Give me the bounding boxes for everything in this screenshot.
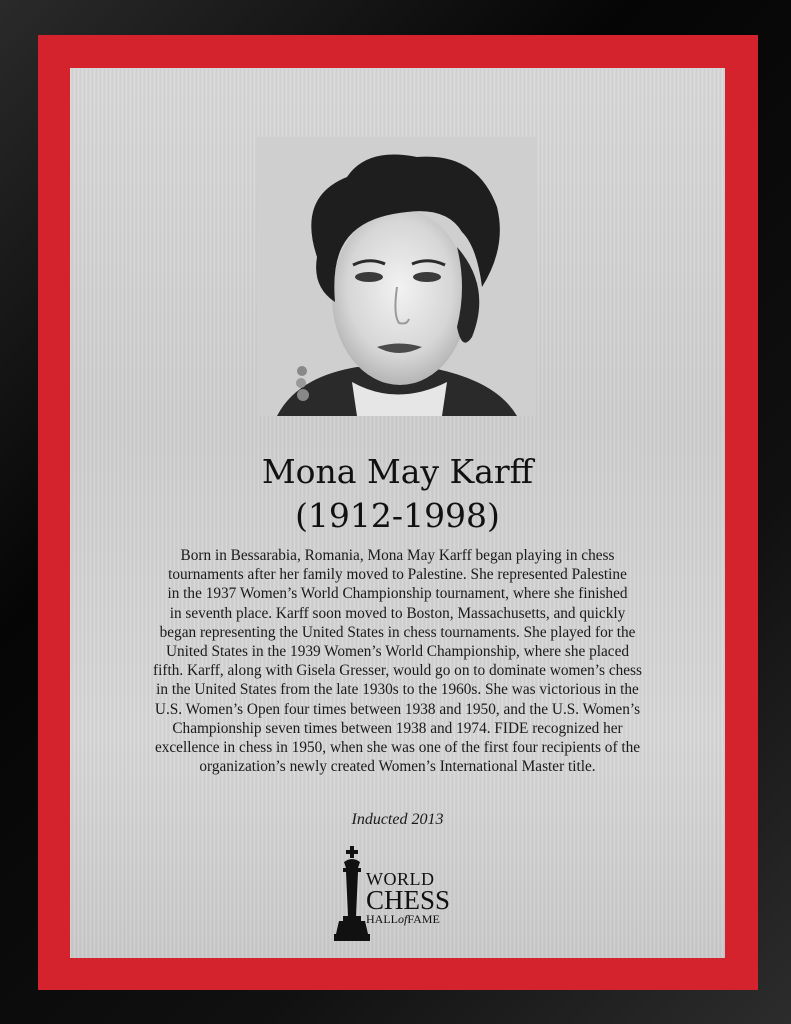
bio-line: in the 1937 Women’s World Championship tournament, where she finished: [167, 585, 628, 603]
portrait-photo: [257, 137, 536, 416]
inductee-years: (1912-1998): [295, 496, 500, 535]
bio-line: U.S. Women’s Open four times between 1938 and 1950, and the U.S. Women’s: [154, 700, 641, 718]
brushed-metal-plate: [70, 68, 725, 958]
portrait-image: [257, 137, 536, 416]
logo-of: of: [398, 912, 408, 926]
inductee-name: Mona May Karff: [261, 452, 534, 491]
bio-line: tournaments after her family moved to Palestine. She represented Palestine: [168, 566, 627, 584]
bio-line: began representing the United States in chess tournaments. She played for the: [159, 623, 636, 641]
logo-hall: HALL: [366, 912, 398, 926]
bio-line: United States in the 1939 Women’s World Championship, where she placed: [165, 643, 630, 661]
logo-line-chess: CHESS: [366, 885, 451, 915]
bio-line: fifth. Karff, along with Gisela Gresser, would go on to dominate women’s chess: [153, 662, 642, 680]
logo-wordmark: [366, 870, 450, 926]
bio-line: in the United States from the late 1930s to the 1960s. She was victorious in the: [156, 681, 639, 699]
logo-line-world: WORLD: [366, 869, 435, 889]
logo-fame: FAME: [407, 912, 440, 926]
world-chess-hall-of-fame-logo: [332, 846, 472, 946]
bio-line: in seventh place. Karff soon moved to Boston, Massachusetts, and quickly: [169, 604, 626, 622]
biography-text: [110, 546, 685, 776]
bio-line: Championship seven times between 1938 and 1974. FIDE recognized her: [172, 719, 623, 737]
bio-line: Born in Bessarabia, Romania, Mona May Karff began playing in chess: [180, 547, 615, 564]
logo-line-hall-of-fame: [366, 912, 450, 926]
inducted-year: Inducted 2013: [351, 811, 444, 828]
bio-line: organization’s newly created Women’s International Master title.: [199, 758, 596, 776]
bio-line: excellence in chess in 1950, when she was one of the first four recipients of the: [154, 739, 641, 757]
